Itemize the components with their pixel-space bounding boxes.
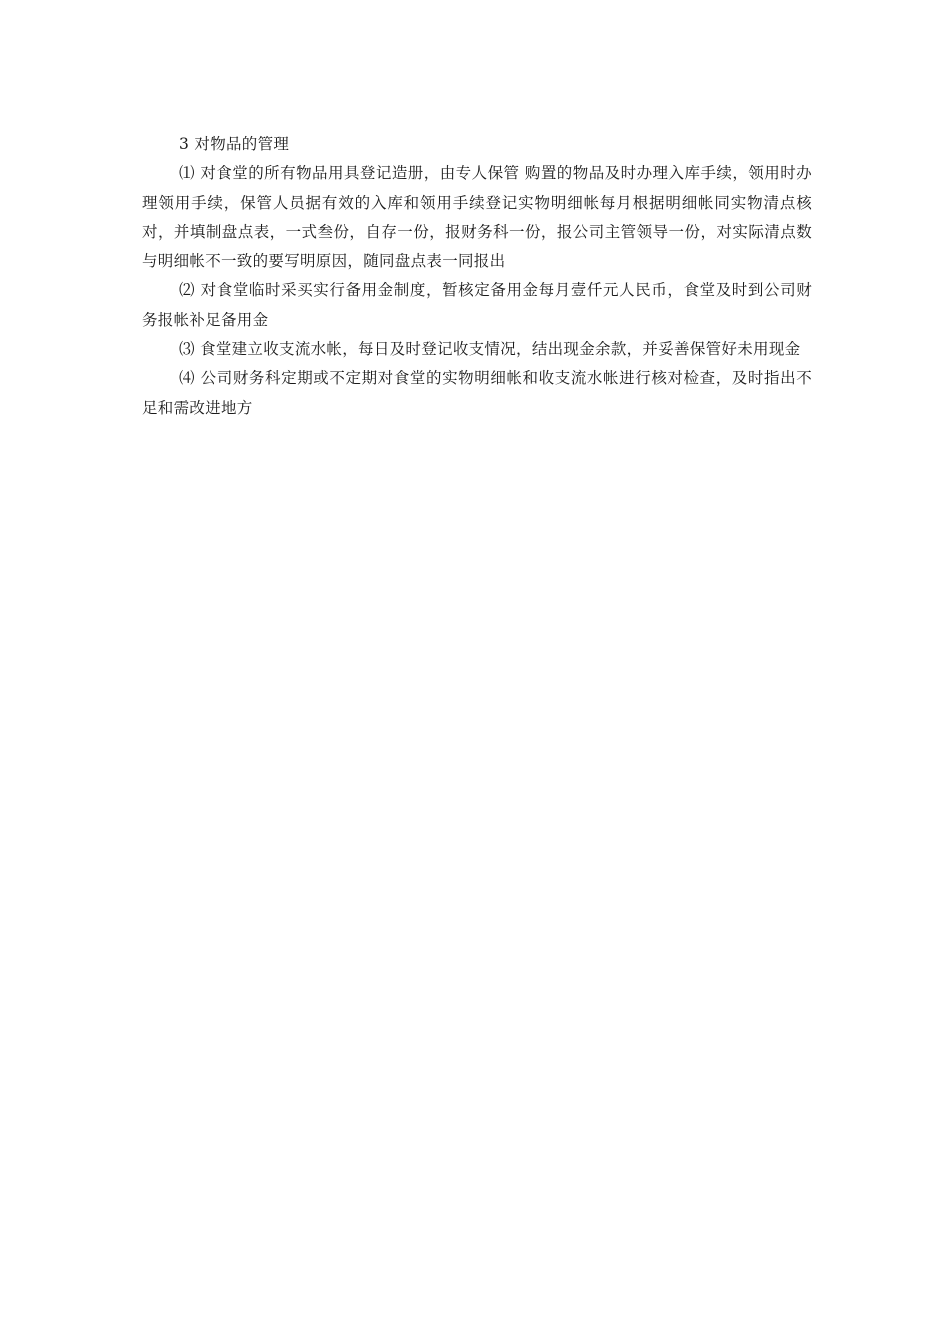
paragraph-4: ⑷ 公司财务科定期或不定期对食堂的实物明细帐和收支流水帐进行核对检查，及时指出不足和需改进地方 [142,369,812,417]
paragraph-3: ⑶ 食堂建立收支流水帐，每日及时登记收支情况，结出现金余款，并妥善保管好未用现金 [179,340,801,359]
paragraph-1: ⑴ 对食堂的所有物品用具登记造册，由专人保管 购置的物品及时办理入库手续，领用时办理领用手续，保管人员据有效的入库和领用手续登记实物明细帐每月根据明细帐同实物清点核对，并填制盘点表，一式叁份，自存一份，报财务科一份，报公司主管领导一份，对实际清点数与明细帐不一致的要写明原因，随同盘点表一同报出 [142,164,812,271]
paragraph-2: ⑵ 对食堂临时采买实行备用金制度，暂核定备用金每月壹仟元人民币，食堂及时到公司财务报帐补足备用金 [142,281,812,329]
document-body [142,130,812,423]
section-heading: 3 对物品的管理 [179,135,290,153]
